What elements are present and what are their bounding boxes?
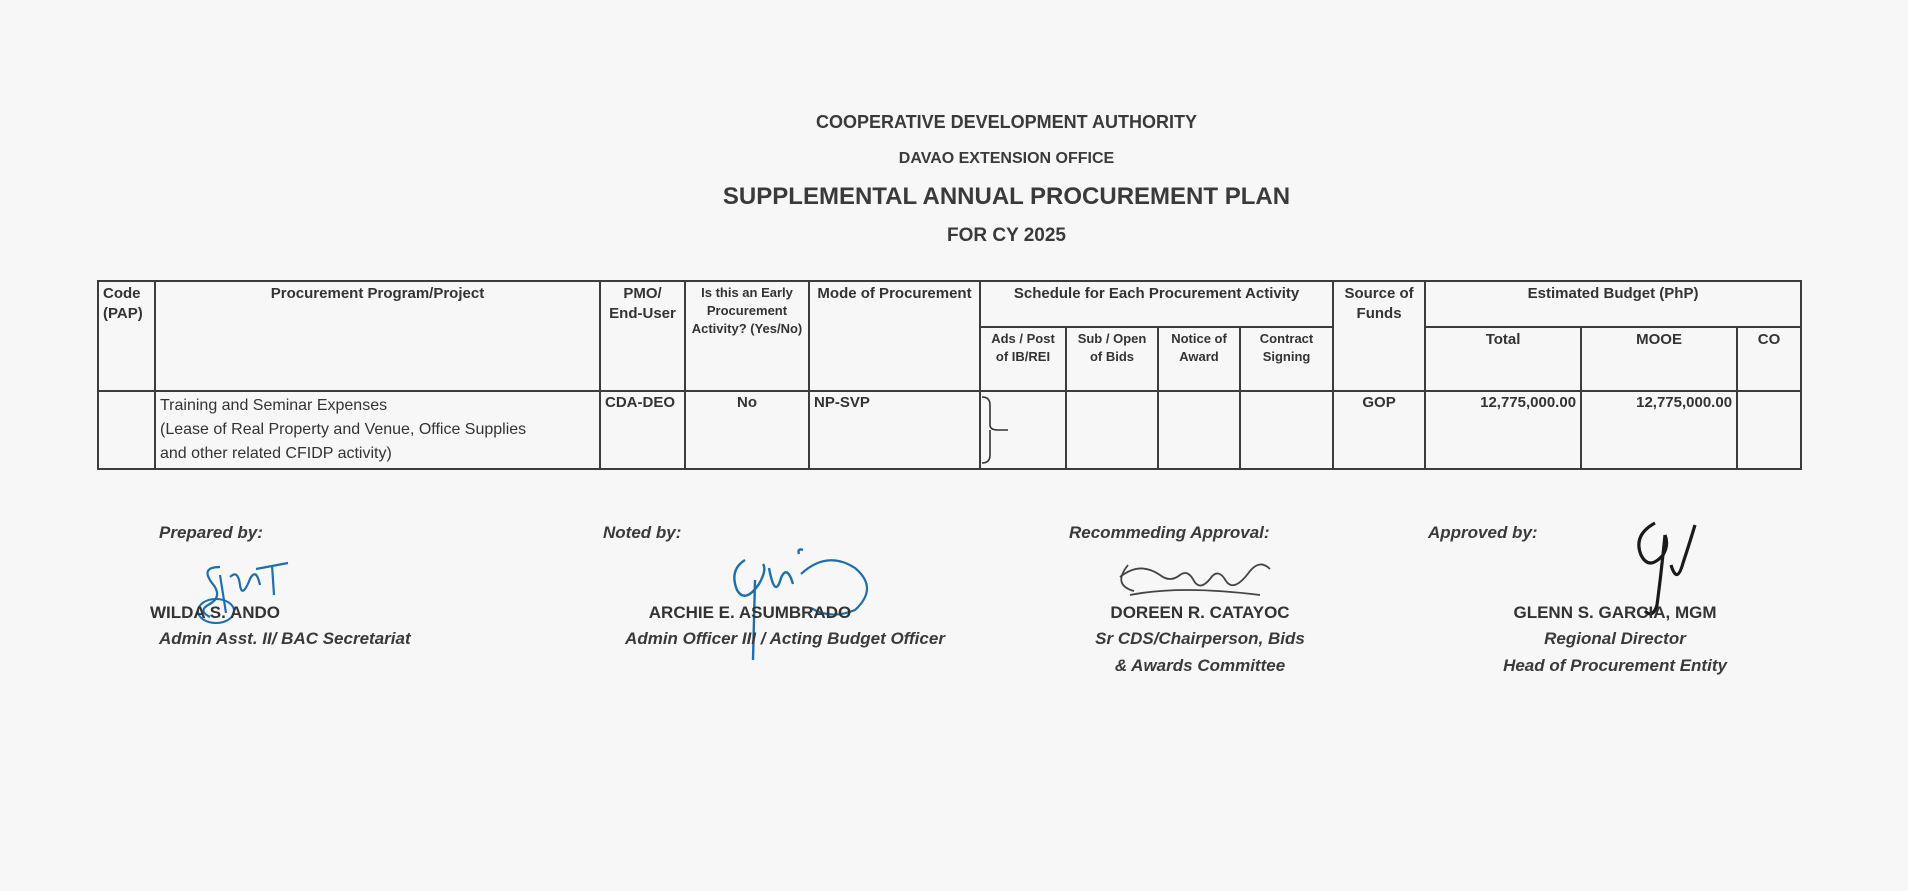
- document-period: FOR CY 2025: [947, 225, 1066, 246]
- recommending-title-line-2: & Awards Committee: [1114, 656, 1286, 675]
- document-title: SUPPLEMENTAL ANNUAL PROCUREMENT PLAN: [722, 183, 1291, 210]
- col-contract: Contract Signing: [1240, 327, 1333, 391]
- col-sub: Sub / Open of Bids: [1066, 327, 1158, 391]
- approved-name: GLENN S. GARCIA, MGM: [1513, 603, 1717, 622]
- recommending-title: [1060, 625, 1340, 679]
- noted-by-label: Noted by:: [603, 523, 682, 542]
- header-row-1: [98, 281, 1801, 327]
- col-notice: Notice of Award: [1158, 327, 1240, 391]
- col-total: Total: [1425, 327, 1581, 391]
- cell-sub: [1066, 391, 1158, 469]
- cell-mode: NP-SVP: [809, 391, 980, 469]
- col-mooe: MOOE: [1581, 327, 1737, 391]
- office-name: DAVAO EXTENSION OFFICE: [898, 150, 1115, 167]
- program-line-3: and other related CFIDP activity): [160, 445, 392, 462]
- prepared-title: Admin Asst. II/ BAC Secretariat: [159, 629, 411, 648]
- cell-pmo: CDA-DEO: [600, 391, 685, 469]
- col-program: Procurement Program/Project: [155, 281, 600, 391]
- col-co: CO: [1737, 327, 1801, 391]
- prepared-name: WILDA S. ANDO: [150, 603, 281, 622]
- recommending-title-line-1: Sr CDS/Chairperson, Bids: [1095, 629, 1305, 648]
- cell-early: No: [685, 391, 809, 469]
- agency-name: COOPERATIVE DEVELOPMENT AUTHORITY: [815, 112, 1198, 132]
- cell-mooe: 12,775,000.00: [1581, 391, 1737, 469]
- recommending-name: DOREEN R. CATAYOC: [1110, 603, 1290, 622]
- noted-name: ARCHIE E. ASUMBRADO: [648, 603, 852, 622]
- cell-source: GOP: [1333, 391, 1425, 469]
- recommending-label: Recommeding Approval:: [1069, 523, 1270, 542]
- approved-title-line-2: Head of Procurement Entity: [1503, 656, 1727, 675]
- approved-title-line-1: Regional Director: [1544, 629, 1686, 648]
- cell-contract: [1240, 391, 1333, 469]
- col-early: Is this an Early Procurement Activity? (Yes/No): [685, 281, 809, 391]
- noted-title: Admin Officer III / Acting Budget Officer: [625, 629, 945, 648]
- col-budget: Estimated Budget (PhP): [1425, 281, 1801, 327]
- col-pmo: PMO/ End-User: [600, 281, 685, 391]
- approved-by-label: Approved by:: [1428, 523, 1538, 542]
- approved-title: [1480, 625, 1750, 679]
- cell-co: [1737, 391, 1801, 469]
- col-schedule: Schedule for Each Procurement Activity: [980, 281, 1333, 327]
- cell-program: [155, 391, 600, 469]
- program-line-1: Training and Seminar Expenses: [160, 397, 388, 414]
- cell-code: [98, 391, 155, 469]
- col-ads: Ads / Post of IB/REI: [980, 327, 1066, 391]
- cell-ads: [980, 391, 1066, 469]
- program-line-2: (Lease of Real Property and Venue, Office Supplies: [160, 421, 527, 438]
- table-row: [98, 391, 1801, 469]
- procurement-plan-table: [97, 280, 1802, 470]
- prepared-by-label: Prepared by:: [159, 523, 263, 542]
- col-mode: Mode of Procurement: [809, 281, 980, 391]
- prepared-signature: [190, 555, 300, 635]
- cell-notice: [1158, 391, 1240, 469]
- col-source: Source of Funds: [1333, 281, 1425, 391]
- col-code: Code (PAP): [98, 281, 155, 391]
- cell-total: 12,775,000.00: [1425, 391, 1581, 469]
